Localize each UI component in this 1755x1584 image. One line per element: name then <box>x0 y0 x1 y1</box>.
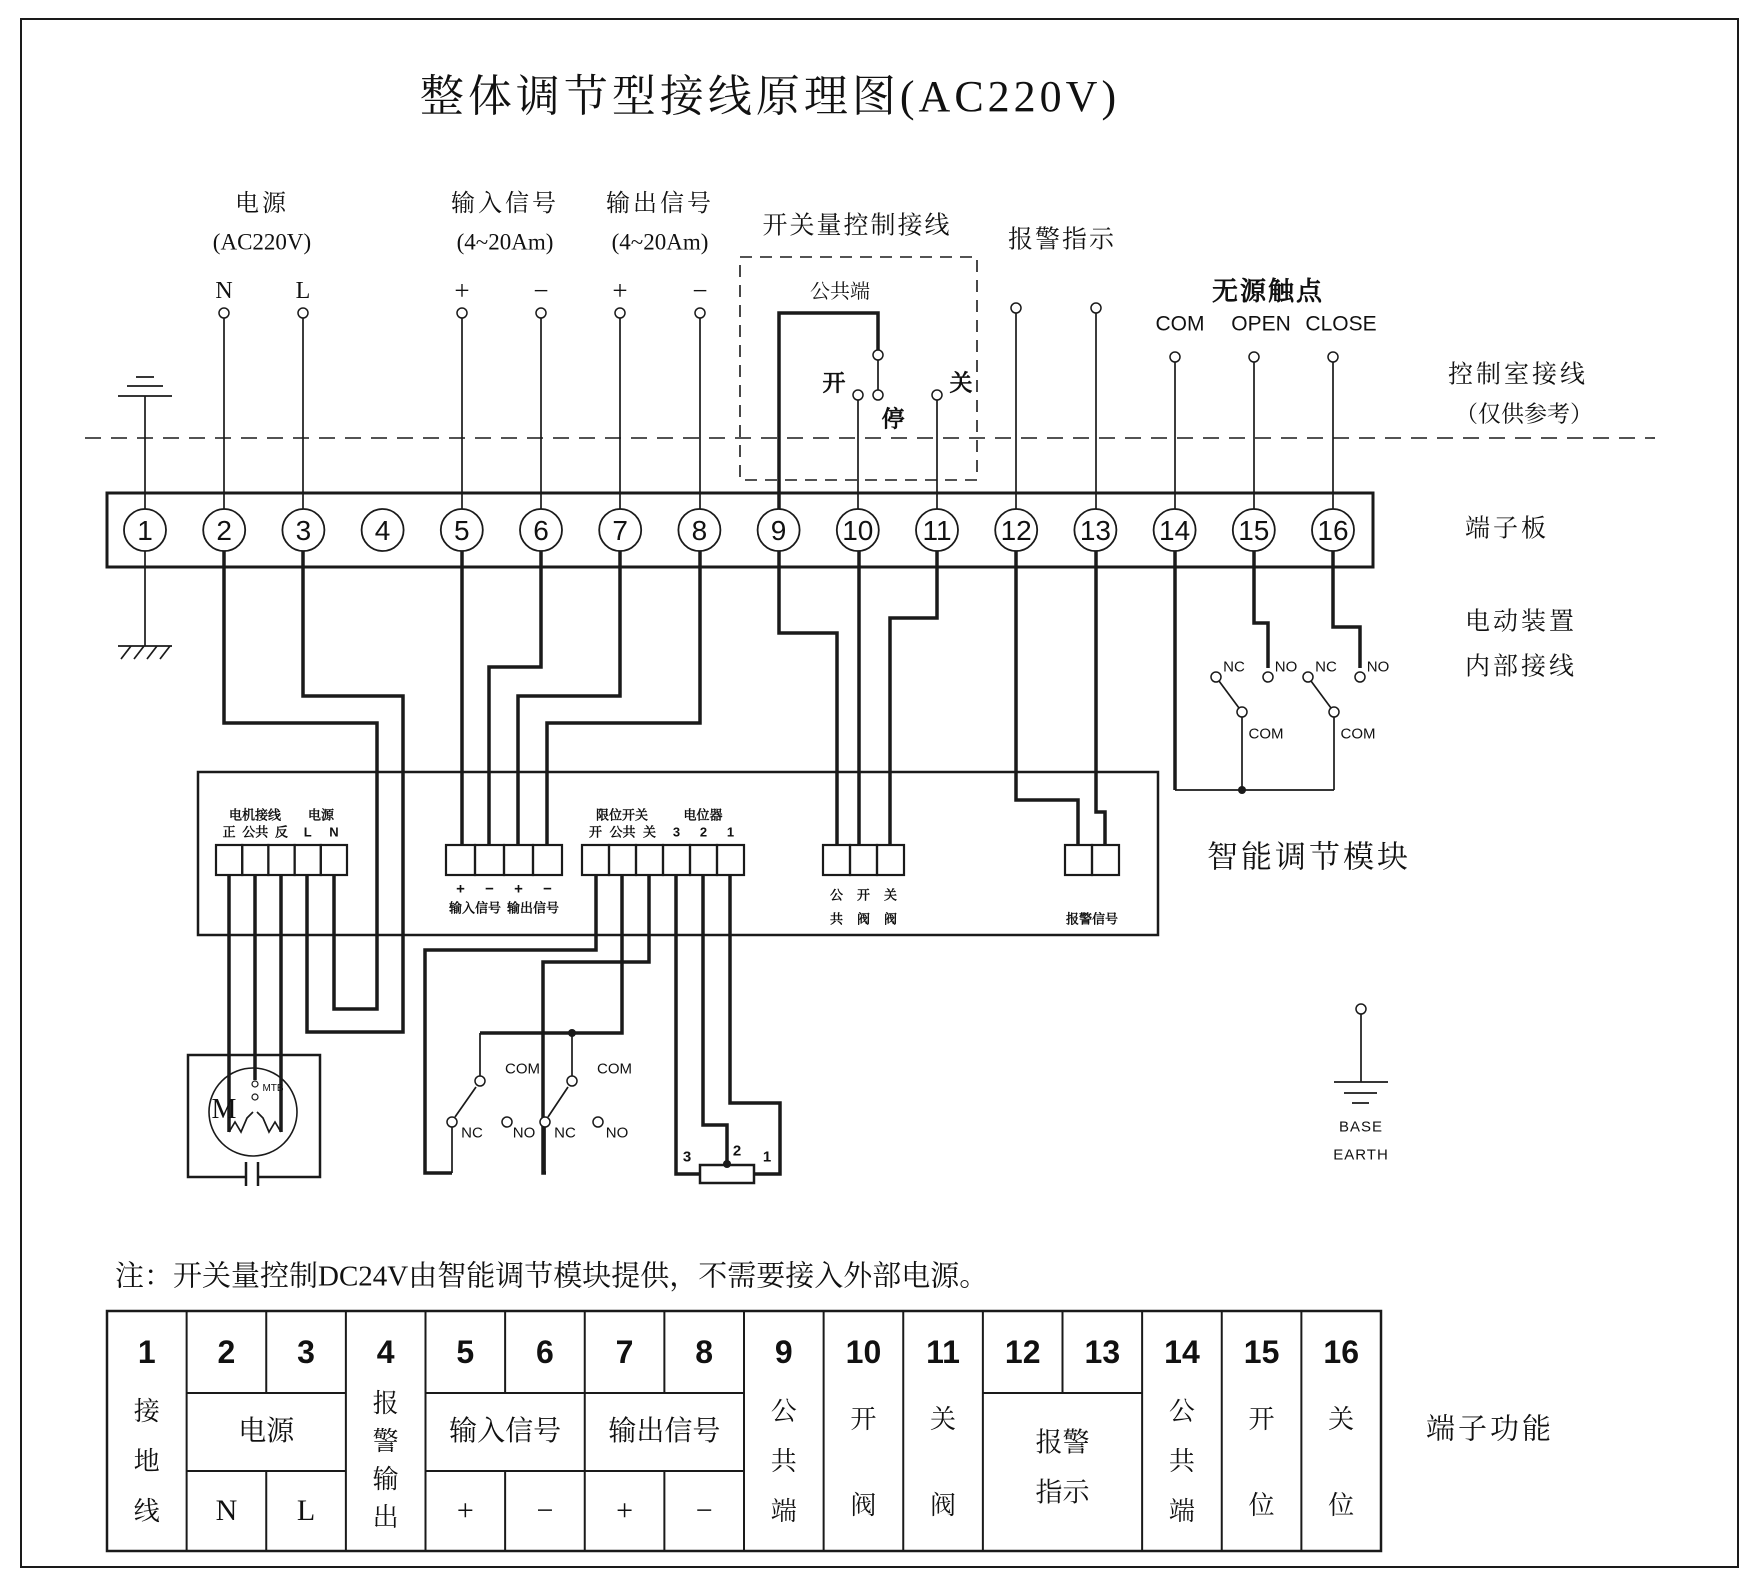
wire-terminal <box>457 308 467 318</box>
module-alarm-group-label: 报警信号 <box>1065 911 1119 927</box>
wire-terminal <box>298 308 308 318</box>
dry-contact-terminal <box>1211 672 1221 682</box>
wire-terminal <box>615 308 625 318</box>
terminal-number: 14 <box>1159 515 1191 546</box>
motor-m-label: M <box>211 1094 237 1125</box>
wire-thin <box>548 1087 568 1117</box>
dry-contact-open-label: OPEN <box>1231 312 1291 336</box>
wire-thick <box>489 551 541 846</box>
table-terminal-number: 9 <box>774 1334 793 1370</box>
potentiometer-pin-label: 1 <box>762 1148 772 1166</box>
module-pin-label: 3 <box>672 824 681 840</box>
io-strip-cell <box>475 845 504 875</box>
alarm-strip-cell <box>1065 845 1092 875</box>
mtb-contact <box>252 1081 258 1087</box>
table-terminal-number: 11 <box>926 1334 960 1370</box>
table-bottom-label: + <box>616 1494 634 1527</box>
wire-terminal <box>1091 303 1101 313</box>
table-terminal-number: 13 <box>1084 1334 1121 1370</box>
limit-pot-strip-cell <box>582 845 609 875</box>
power-section-label: 电源 <box>235 191 289 217</box>
io-strip-cell <box>504 845 533 875</box>
dry-contact-nc-label: NC <box>1315 658 1337 676</box>
terminal-number: 13 <box>1079 515 1111 546</box>
note-device-internal-2: 内部接线 <box>1464 653 1578 681</box>
table-vertical-char: 共 <box>770 1447 797 1476</box>
table-merged-label: 电源 <box>238 1416 295 1447</box>
wire-thick <box>1254 551 1268 668</box>
junction-dot <box>1238 786 1246 794</box>
dry-contact-terminal <box>1303 672 1313 682</box>
motor-power-strip-cell <box>321 845 347 875</box>
terminal-number: 6 <box>533 515 549 546</box>
table-bottom-label: − <box>536 1494 554 1527</box>
limit-switch-contact <box>540 1117 550 1127</box>
page-title: 整体调节型接线原理图(AC220V) <box>419 72 1121 121</box>
wire-terminal <box>695 308 705 318</box>
module-power-group-title: 电源 <box>307 807 335 823</box>
module-pin-label: 公共 <box>609 824 636 840</box>
wire-terminal <box>1328 352 1338 362</box>
table-terminal-number: 14 <box>1164 1334 1200 1370</box>
table-vertical-char: 输 <box>372 1465 399 1494</box>
table-vertical-char: 警 <box>372 1427 399 1456</box>
wire-thin <box>134 646 144 659</box>
switch-box-stop-label: 停 <box>881 406 905 432</box>
limit-switch-contact <box>593 1117 603 1127</box>
module-ctl-pin-label: 阀 <box>856 911 871 927</box>
module-pin-label: L <box>303 824 312 840</box>
wire-thick <box>224 551 377 1009</box>
table-vertical-char: 端 <box>1168 1497 1195 1526</box>
limit-switch-contact <box>567 1076 577 1086</box>
pin-label-n: N <box>215 278 233 304</box>
wire-thick <box>303 551 403 1032</box>
wire-thick <box>676 876 700 1174</box>
note-control-room-2: （仅供参考） <box>1455 401 1593 427</box>
table-vertical-char: 阀 <box>930 1491 957 1520</box>
wire-thick <box>1016 551 1078 846</box>
limit-pot-strip-cell <box>663 845 690 875</box>
potentiometer-pin-label: 2 <box>732 1142 742 1160</box>
table-terminal-number: 16 <box>1323 1334 1359 1370</box>
table-vertical-char: 共 <box>1168 1447 1195 1476</box>
power-section-spec: (AC220V) <box>212 229 312 255</box>
footnote: 注：开关量控制DC24V由智能调节模块提供，不需要接入外部电源。 <box>115 1260 989 1293</box>
wire-terminal <box>1170 352 1180 362</box>
module-io-input-label: 输入信号 <box>448 900 502 916</box>
wire-thin <box>257 1112 281 1132</box>
input-section-spec: (4~20Am) <box>456 229 554 255</box>
limit-switch-com-label: COM <box>597 1060 632 1078</box>
table-vertical-char: 开 <box>1248 1405 1275 1434</box>
output-section-spec: (4~20Am) <box>611 229 709 255</box>
base-earth-label-2: EARTH <box>1333 1146 1389 1164</box>
pin-label-input-minus: − <box>533 275 549 306</box>
table-vertical-char: 线 <box>133 1497 160 1526</box>
module-name-label: 智能调节模块 <box>1207 839 1411 875</box>
module-pin-label: 反 <box>274 824 289 840</box>
wire-thick <box>779 551 837 846</box>
module-ctl-pin-label: 关 <box>883 887 898 903</box>
module-box <box>198 772 1158 935</box>
module-ctl-pin-label: 公 <box>829 887 844 903</box>
motor-power-strip-cell <box>295 845 321 875</box>
wire-terminal <box>873 350 883 360</box>
dry-contact-close-label: CLOSE <box>1305 312 1377 336</box>
limit-switch-contact <box>447 1117 457 1127</box>
module-pin-label: 正 <box>222 824 236 840</box>
terminal-number: 7 <box>612 515 628 546</box>
terminal-number: 3 <box>295 515 312 546</box>
wire-terminal <box>873 390 883 400</box>
input-section-label: 输入信号 <box>451 191 559 217</box>
table-merged-label: 输入信号 <box>449 1416 562 1447</box>
wire-thick <box>1333 551 1360 668</box>
wire-thin <box>1311 681 1331 708</box>
limit-switch-contact <box>475 1076 485 1086</box>
table-bottom-label: + <box>456 1494 474 1527</box>
wire-terminal <box>536 308 546 318</box>
module-ctl-pin-label: 阀 <box>883 911 898 927</box>
wire-terminal <box>1356 1004 1366 1014</box>
switch-box-common-label: 公共端 <box>810 281 870 303</box>
terminal-number: 16 <box>1317 515 1349 546</box>
switch-box-open-label: 开 <box>822 370 846 396</box>
dry-contact-com-label: COM <box>1340 725 1376 743</box>
dry-contact-title: 无源触点 <box>1211 276 1325 306</box>
terminal-number: 1 <box>137 515 153 546</box>
module-pin-label: N <box>329 824 339 840</box>
wire-terminal <box>932 390 942 400</box>
table-vertical-char: 出 <box>372 1503 399 1532</box>
table-vertical-char: 公 <box>770 1397 797 1426</box>
module-ctl-pin-label: 共 <box>829 911 844 927</box>
table-vertical-char: 关 <box>1328 1405 1355 1434</box>
dry-contact-terminal <box>1237 707 1247 717</box>
module-motor-group-title: 电机接线 <box>228 807 282 823</box>
terminal-number: 10 <box>842 515 874 546</box>
limit-switch-nc-label: NC <box>554 1124 576 1142</box>
pin-label-output-plus: + <box>612 275 628 306</box>
limit-switch-contact <box>502 1117 512 1127</box>
pin-label-output-minus: − <box>692 275 708 306</box>
wire-thin <box>1219 681 1239 708</box>
table-vertical-char: 阀 <box>850 1491 877 1520</box>
alarm-indicator-label: 报警指示 <box>1007 226 1117 254</box>
motor-power-strip-cell <box>216 845 242 875</box>
dry-contact-terminal <box>1355 672 1365 682</box>
table-vertical-char: 开 <box>850 1405 877 1434</box>
dry-contact-nc-label: NC <box>1223 658 1245 676</box>
wire-thin <box>160 646 170 659</box>
table-vertical-char: 关 <box>930 1405 957 1434</box>
module-pin-label: 2 <box>699 824 708 840</box>
module-io-output-label: 输出信号 <box>506 900 560 916</box>
dry-contact-com-label: COM <box>1155 312 1205 336</box>
junction-dot <box>723 1160 731 1168</box>
pin-label-l: L <box>295 278 311 304</box>
io-strip-cell <box>533 845 562 875</box>
limit-pot-strip-cell <box>717 845 744 875</box>
wire-terminal <box>1249 352 1259 362</box>
output-section-label: 输出信号 <box>606 191 714 217</box>
table-caption: 端子功能 <box>1425 1413 1555 1446</box>
pin-label-input-plus: + <box>454 275 470 306</box>
table-terminal-number: 5 <box>456 1334 475 1370</box>
table-terminal-number: 3 <box>297 1334 315 1370</box>
table-vertical-char: 公 <box>1168 1397 1195 1426</box>
module-io-pin-label: − <box>543 880 552 898</box>
module-io-pin-label: + <box>514 880 523 898</box>
limit-pot-strip-cell <box>690 845 717 875</box>
table-vertical-char: 地 <box>133 1447 160 1476</box>
dry-contact-com-label: COM <box>1248 725 1284 743</box>
table-terminal-number: 15 <box>1243 1334 1280 1370</box>
table-bottom-label: − <box>695 1494 713 1527</box>
wire-thick <box>518 551 620 846</box>
terminal-number: 15 <box>1238 515 1270 546</box>
module-ctl-pin-label: 开 <box>856 887 871 903</box>
module-pot-group-title: 电位器 <box>683 807 723 823</box>
io-strip-cell <box>446 845 475 875</box>
module-io-pin-label: + <box>456 880 465 898</box>
table-merged-label: 报警 <box>1035 1427 1090 1458</box>
wire-thick <box>890 551 937 846</box>
terminal-number: 4 <box>374 515 391 546</box>
table-terminal-number: 7 <box>615 1334 634 1370</box>
motor-mtb-label: MTB <box>262 1083 284 1094</box>
dry-contact-terminal <box>1329 707 1339 717</box>
note-device-internal-1: 电动装置 <box>1464 608 1578 636</box>
base-earth-label-1: BASE <box>1338 1118 1384 1136</box>
limit-switch-nc-label: NC <box>461 1124 483 1142</box>
dry-contact-terminal <box>1263 672 1273 682</box>
module-pin-label: 公共 <box>242 824 269 840</box>
wire-thick <box>703 876 727 1163</box>
wire-thick <box>730 876 780 1174</box>
note-control-room-1: 控制室接线 <box>1447 361 1589 389</box>
switch-box-title: 开关量控制接线 <box>762 212 952 240</box>
wire-terminal <box>219 308 229 318</box>
table-merged-label: 输出信号 <box>608 1416 721 1447</box>
mtb-contact <box>252 1094 258 1100</box>
terminal-number: 2 <box>216 515 232 546</box>
note-terminal-board: 端子板 <box>1464 515 1550 543</box>
table-terminal-number: 1 <box>137 1334 156 1370</box>
module-io-pin-label: − <box>485 880 494 898</box>
limit-switch-no-label: NO <box>512 1124 536 1142</box>
switch-box-close-label: 关 <box>949 370 973 396</box>
ctl-strip-cell <box>823 845 850 875</box>
wire-thin <box>455 1087 476 1117</box>
wire-thick <box>1096 551 1105 846</box>
table-vertical-char: 报 <box>372 1389 399 1418</box>
module-limit-group-title: 限位开关 <box>595 807 649 823</box>
wire-terminal <box>853 390 863 400</box>
dry-contact-no-label: NO <box>1366 658 1390 676</box>
wire-terminal <box>1011 303 1021 313</box>
module-pin-label: 开 <box>588 824 603 840</box>
limit-pot-strip-cell <box>636 845 663 875</box>
limit-switch-com-label: COM <box>505 1060 540 1078</box>
module-pin-label: 1 <box>726 824 735 840</box>
terminal-number: 11 <box>922 515 952 546</box>
table-vertical-char: 接 <box>133 1397 160 1426</box>
table-terminal-number: 2 <box>217 1334 236 1370</box>
limit-switch-no-label: NO <box>605 1124 629 1142</box>
table-bottom-label: N <box>215 1494 238 1527</box>
limit-pot-strip-cell <box>609 845 636 875</box>
dry-contact-no-label: NO <box>1274 658 1298 676</box>
table-terminal-number: 12 <box>1004 1334 1041 1370</box>
table-terminal-number: 6 <box>536 1334 554 1370</box>
wire-thin <box>147 646 157 659</box>
table-terminal-number: 4 <box>376 1334 395 1370</box>
table-merged-label: 指示 <box>1035 1477 1090 1508</box>
terminal-number: 12 <box>1000 515 1032 546</box>
table-vertical-char: 位 <box>1328 1491 1355 1520</box>
table-terminal-number: 8 <box>695 1334 714 1370</box>
table-vertical-char: 位 <box>1248 1491 1275 1520</box>
motor-power-strip-cell <box>268 845 294 875</box>
wire-thin <box>121 646 131 659</box>
alarm-strip-cell <box>1092 845 1119 875</box>
potentiometer-pin-label: 3 <box>682 1148 692 1166</box>
motor-power-strip-cell <box>242 845 268 875</box>
module-pin-label: 关 <box>642 824 657 840</box>
junction-dot <box>568 1029 576 1037</box>
ctl-strip-cell <box>877 845 904 875</box>
terminal-number: 9 <box>770 515 787 546</box>
table-bottom-label: L <box>296 1494 316 1527</box>
terminal-number: 8 <box>691 515 708 546</box>
table-vertical-char: 端 <box>770 1497 797 1526</box>
table-terminal-number: 10 <box>845 1334 882 1370</box>
terminal-number: 5 <box>454 515 470 546</box>
ctl-strip-cell <box>850 845 877 875</box>
wire-thick <box>547 551 700 846</box>
